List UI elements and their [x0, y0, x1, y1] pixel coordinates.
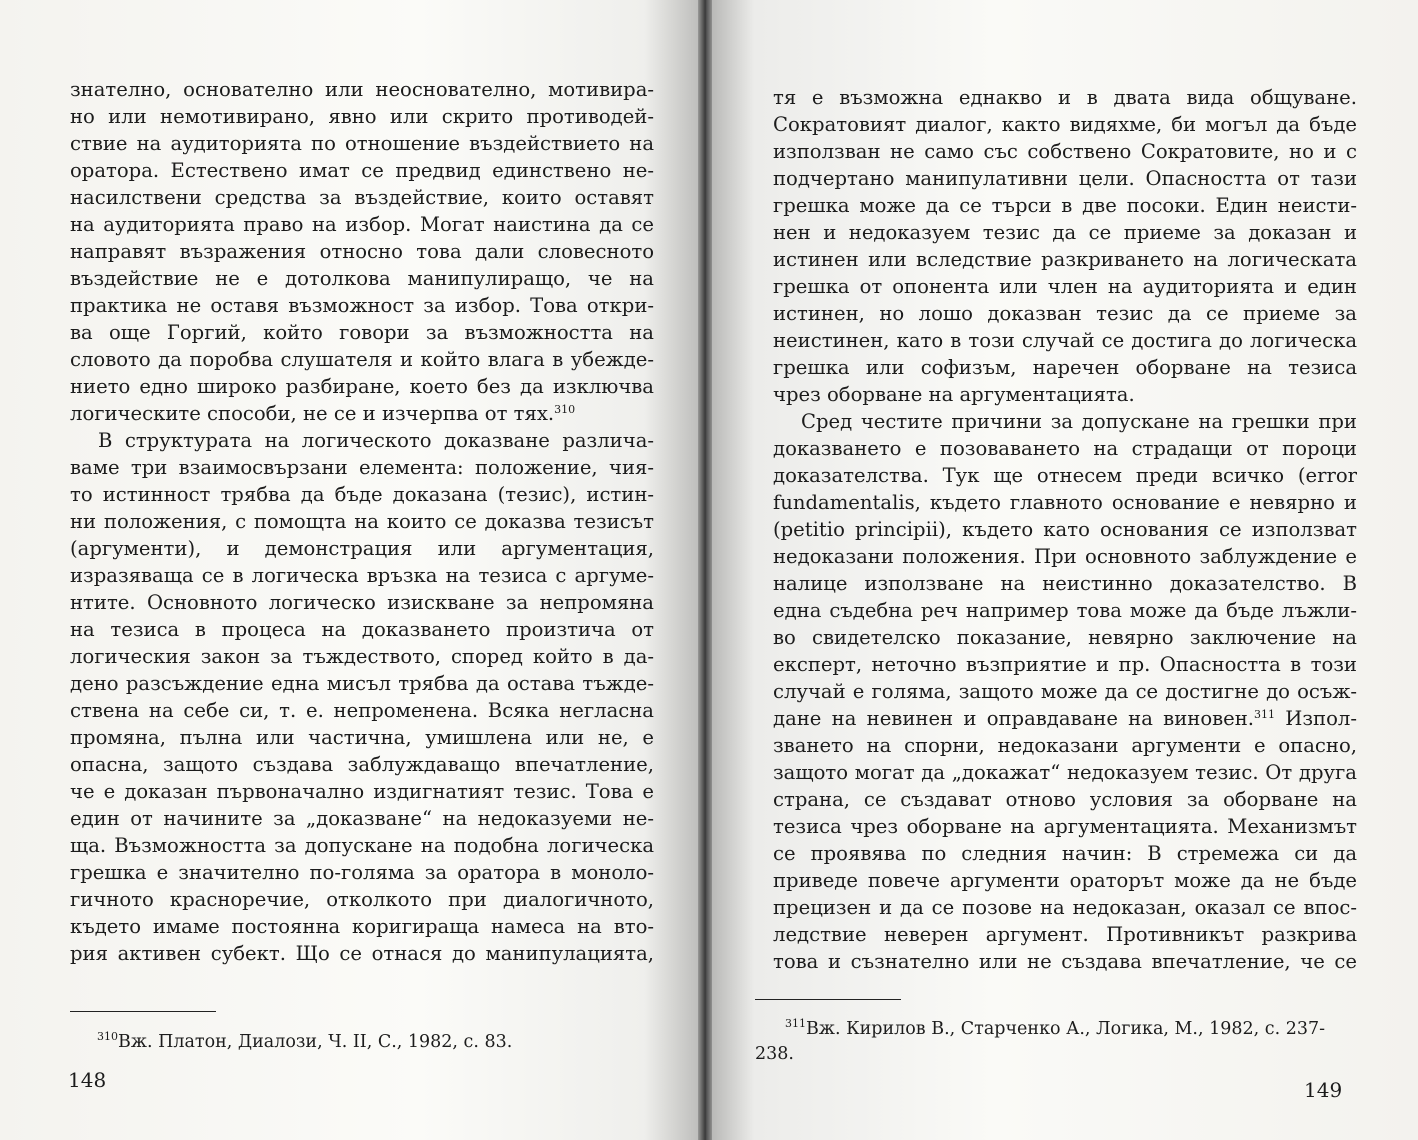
- line-text: се проявява по следния начин: В стремежа си да: [773, 842, 1357, 865]
- text-line: [773, 111, 1357, 138]
- footnote-text-continued: 238.: [755, 1044, 794, 1064]
- text-line: [70, 400, 654, 427]
- text-line: [773, 327, 1357, 354]
- text-line: [70, 670, 654, 697]
- text-line: [70, 859, 654, 886]
- text-line: [773, 84, 1357, 111]
- line-text: истинен, но лошо доказван тезис да се приеме за: [773, 302, 1357, 325]
- text-line: [773, 435, 1357, 462]
- line-text: fundamentalis, където главното основание е невярно и: [773, 491, 1357, 514]
- line-text: чрез оборване на аргументацията.: [773, 383, 1135, 406]
- text-line: [70, 508, 654, 535]
- text-line: [773, 840, 1357, 867]
- line-text: ва още Горгий, който говори за възможността на: [70, 321, 654, 344]
- line-text: използван не само със собствено Сократовите, но и с: [773, 140, 1357, 163]
- line-text: ни положения, с помощта на които се доказва тезисът: [70, 510, 654, 533]
- line-text: Сократовият диалог, както видяхме, би могъл да бъде: [773, 113, 1357, 136]
- text-line: [773, 624, 1357, 651]
- line-text: логическите способи, не се и изчерпва от тях.: [70, 402, 555, 425]
- line-text: гичното красноречие, отколкото при диалогичното,: [70, 888, 654, 911]
- footnote-text: Вж. Кирилов В., Старченко А., Логика, М., 1982, с. 237-: [806, 1019, 1326, 1039]
- text-line: [70, 373, 654, 400]
- line-text: ствие на аудиторията по отношение въздействието на: [70, 132, 654, 155]
- line-text: доказването е позоваването на страдащи от пороци: [773, 437, 1357, 460]
- line-text: случай е голяма, защото може да се достигне до осъж-: [773, 680, 1357, 703]
- line-text: грешка от опонента или член на аудиторията и един: [773, 275, 1357, 298]
- text-line: [773, 732, 1357, 759]
- text-line: [70, 265, 654, 292]
- text-line: [773, 570, 1357, 597]
- line-text: направят възражения относно това дали словесното: [70, 240, 654, 263]
- footnote: [97, 1030, 657, 1055]
- line-text: доказателства. Тук ще отнесем преди всичко (error: [773, 464, 1357, 487]
- line-text: грешка може да се търси в две посоки. Един неисти-: [773, 194, 1357, 217]
- left-body-text: [70, 76, 654, 967]
- text-line: [773, 408, 1357, 435]
- text-line: [70, 697, 654, 724]
- line-text: рия активен субект. Що се отнася до манипулацията,: [70, 942, 654, 965]
- text-line: [70, 805, 654, 832]
- text-line: [773, 381, 1357, 408]
- text-line: [773, 165, 1357, 192]
- line-text: нен и недоказуем тезис да се приеме за доказан и: [773, 221, 1357, 244]
- right-page: [712, 0, 1418, 1140]
- footnote-number: 311: [785, 1017, 806, 1030]
- line-text: ваме три взаимосвързани елемента: положение, чия-: [70, 456, 654, 479]
- text-line: [70, 886, 654, 913]
- line-text: страна, се създават отново условия за оборване на: [773, 788, 1357, 811]
- line-text: практика не оставя възможност за избор. Това откри-: [70, 294, 654, 317]
- footnote: [755, 1017, 1355, 1067]
- line-text: една съдебна реч например това може да бъде лъжли-: [773, 599, 1357, 622]
- text-line: [70, 346, 654, 373]
- line-text: во свидетелско показание, невярно заключение на: [773, 626, 1357, 649]
- text-line: [70, 535, 654, 562]
- text-line: [70, 832, 654, 859]
- text-line: [70, 940, 654, 967]
- footnote-text: Вж. Платон, Диалози, Ч. II, С., 1982, с. 83.: [118, 1032, 513, 1052]
- text-line: [70, 211, 654, 238]
- line-text: насилствени средства за въздействие, които оставят: [70, 186, 654, 209]
- line-text: тя е възможна еднакво и в двата вида общуване.: [773, 86, 1357, 109]
- line-text: В структурата на логическото доказване различа-: [98, 429, 654, 452]
- line-text: експерт, неточно възприятие и пр. Опасността в този: [773, 653, 1357, 676]
- line-text: недоказани положения. При основното заблуждение е: [773, 545, 1357, 568]
- line-text: Изпол-: [1275, 707, 1357, 730]
- line-text: подчертано манипулативни цели. Опасността от тази: [773, 167, 1357, 190]
- text-line: [70, 103, 654, 130]
- page-number: 148: [68, 1068, 107, 1092]
- text-line: [773, 651, 1357, 678]
- text-line: [70, 130, 654, 157]
- line-text: ща. Възможността за допускане на подобна логическа: [70, 834, 654, 857]
- text-line: [773, 678, 1357, 705]
- right-body-text: [773, 84, 1357, 975]
- line-text: изразяваща се в логическа връзка на тезиса с аргуме-: [70, 564, 654, 587]
- line-text: един от начините за „доказване“ на недоказуеми не-: [70, 807, 654, 830]
- line-text: то истинност трябва да бъде доказана (тезис), истин-: [70, 483, 654, 506]
- footnote-reference: 310: [554, 403, 576, 416]
- text-line: [70, 454, 654, 481]
- text-line: [70, 616, 654, 643]
- footnote-rule: [755, 999, 901, 1000]
- text-line: [773, 489, 1357, 516]
- text-line: [70, 589, 654, 616]
- text-line: [773, 192, 1357, 219]
- text-line: [70, 481, 654, 508]
- text-line: [773, 705, 1357, 732]
- line-text: (аргументи), и демонстрация или аргументация,: [70, 537, 654, 560]
- text-line: [773, 246, 1357, 273]
- footnote-rule: [70, 1011, 216, 1012]
- text-line: [70, 76, 654, 103]
- text-line: [773, 543, 1357, 570]
- text-line: [70, 292, 654, 319]
- footnote-reference: 311: [1254, 708, 1276, 721]
- line-text: ствена на себе си, т. е. непроменена. Всяка негласна: [70, 699, 654, 722]
- line-text: където имаме постоянна коригираща намеса на вто-: [70, 915, 654, 938]
- line-text: но или немотивирано, явно или скрито противодей-: [70, 105, 654, 128]
- line-text: тезиса чрез оборване на аргументацията. Механизмът: [773, 815, 1357, 838]
- line-text: зването на спорни, недоказани аргументи е опасно,: [773, 734, 1357, 757]
- line-text: приведе повече аргументи ораторът може да не бъде: [773, 869, 1357, 892]
- line-text: нтите. Основното логическо изискване за непромяна: [70, 591, 654, 614]
- text-line: [773, 516, 1357, 543]
- text-line: [773, 273, 1357, 300]
- line-text: налице използване на неистинно доказателство. В: [773, 572, 1357, 595]
- text-line: [773, 759, 1357, 786]
- line-text: промяна, пълна или частична, умишлена или не, е: [70, 726, 654, 749]
- text-line: [70, 751, 654, 778]
- line-text: грешка е значително по-голяма за оратора в моноло-: [70, 861, 654, 884]
- text-line: [70, 913, 654, 940]
- text-line: [773, 948, 1357, 975]
- left-page: [0, 0, 700, 1140]
- text-line: [70, 778, 654, 805]
- line-text: Сред честите причини за допускане на грешки при: [801, 410, 1357, 433]
- text-line: [773, 354, 1357, 381]
- text-line: [773, 300, 1357, 327]
- line-text: въздействие не е дотолкова манипулиращо, че на: [70, 267, 654, 290]
- line-text: нието едно широко разбиране, което без да изключва: [70, 375, 654, 398]
- text-line: [70, 157, 654, 184]
- text-line: [70, 562, 654, 589]
- line-text: неистинен, като в този случай се достига до логическа: [773, 329, 1357, 352]
- text-line: [773, 894, 1357, 921]
- line-text: логическия закон за тъждеството, според който в да-: [70, 645, 654, 668]
- text-line: [70, 319, 654, 346]
- text-line: [773, 462, 1357, 489]
- line-text: оратора. Естествено имат се предвид единствено не-: [70, 159, 654, 182]
- line-text: словото да поробва слушателя и който влага в убежде-: [70, 348, 654, 371]
- text-line: [70, 643, 654, 670]
- line-text: прецизен и да се позове на недоказан, оказал се впос-: [773, 896, 1357, 919]
- text-line: [70, 427, 654, 454]
- line-text: ледствие неверен аргумент. Противникът разкрива: [773, 923, 1357, 946]
- text-line: [773, 867, 1357, 894]
- line-text: това и съзнателно или не създава впечатление, че се: [773, 950, 1357, 973]
- line-text: опасна, защото създава заблуждаващо впечатление,: [70, 753, 654, 776]
- text-line: [773, 597, 1357, 624]
- text-line: [773, 219, 1357, 246]
- line-text: грешка или софизъм, наречен оборване на тезиса: [773, 356, 1357, 379]
- line-text: на аудиторията право на избор. Могат наистина да се: [70, 213, 654, 236]
- line-text: знателно, основателно или неоснователно, мотивира-: [70, 78, 654, 101]
- text-line: [773, 138, 1357, 165]
- text-line: [70, 724, 654, 751]
- text-line: [773, 786, 1357, 813]
- line-text: дане на невинен и оправдаване на виновен.: [773, 707, 1255, 730]
- text-line: [773, 813, 1357, 840]
- text-line: [70, 184, 654, 211]
- line-text: дено разсъждение една мисъл трябва да остава тъжде-: [70, 672, 654, 695]
- line-text: истинен или вследствие разкриването на логическата: [773, 248, 1357, 271]
- line-text: (petitio principii), където като основания се използват: [773, 518, 1357, 541]
- text-line: [70, 238, 654, 265]
- footnote-number: 310: [97, 1030, 118, 1043]
- text-line: [773, 921, 1357, 948]
- page-number: 149: [1304, 1078, 1343, 1102]
- line-text: защото могат да „докажат“ недоказуем тезис. От друга: [773, 761, 1357, 784]
- line-text: на тезиса в процеса на доказването произтича от: [70, 618, 654, 641]
- line-text: че е доказан първоначално издигнатият тезис. Това е: [70, 780, 654, 803]
